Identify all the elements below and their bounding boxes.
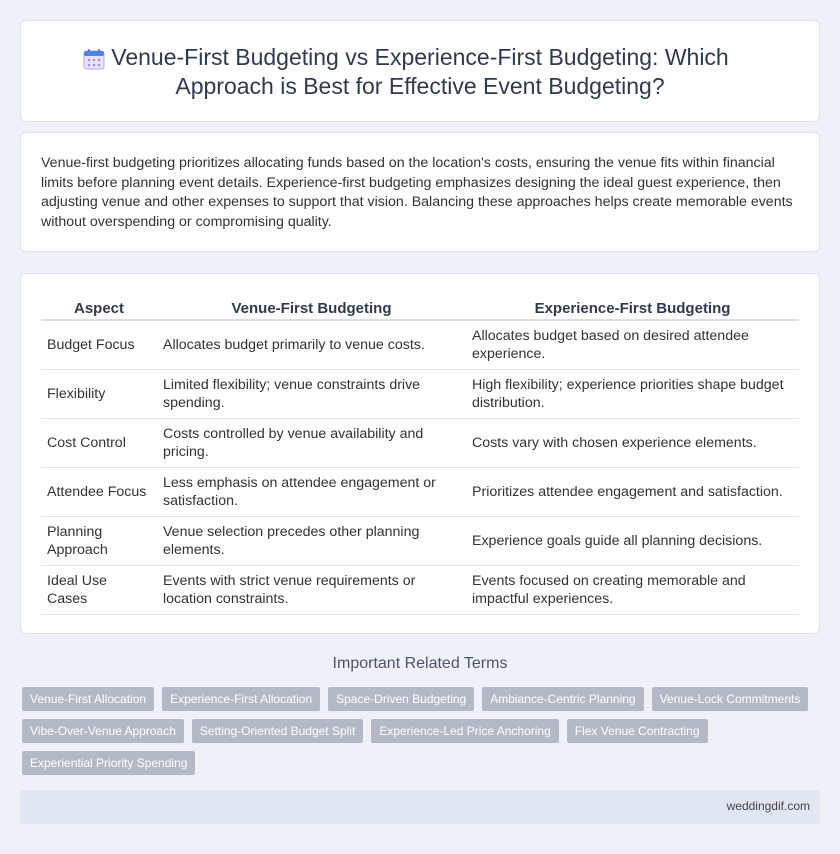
title-card — [20, 20, 820, 122]
header-venue-first: Venue-First Budgeting — [157, 296, 466, 320]
page-title: Venue-First Budgeting vs Experience-First Budgeting: Which Approach is Best for Effective Event Budgeting? — [111, 44, 729, 99]
table-row — [41, 467, 799, 516]
row-aspect: Planning Approach — [41, 516, 157, 565]
related-term-tag[interactable]: Experience-First Allocation — [162, 687, 320, 711]
related-terms-heading: Important Related Terms — [332, 655, 508, 672]
table-header-row — [41, 296, 799, 320]
table-row — [41, 320, 799, 369]
related-term-tag[interactable]: Experiential Priority Spending — [22, 751, 195, 775]
row-venue-first: Allocates budget primarily to venue costs. — [157, 320, 466, 369]
footer — [20, 790, 820, 824]
comparison-table — [41, 296, 799, 615]
table-row — [41, 516, 799, 565]
comparison-table-card — [20, 273, 820, 634]
related-term-tag[interactable]: Venue-Lock Commitments — [652, 687, 809, 711]
intro-card — [20, 132, 820, 252]
related-term-tag[interactable]: Ambiance-Centric Planning — [482, 687, 643, 711]
related-term-tag[interactable]: Venue-First Allocation — [22, 687, 154, 711]
row-venue-first: Events with strict venue requirements or location constraints. — [157, 565, 466, 614]
row-venue-first: Costs controlled by venue availability and pricing. — [157, 418, 466, 467]
row-venue-first: Limited flexibility; venue constraints drive spending. — [157, 369, 466, 418]
header-aspect: Aspect — [41, 296, 157, 320]
row-aspect: Ideal Use Cases — [41, 565, 157, 614]
row-aspect: Budget Focus — [41, 320, 157, 369]
table-row — [41, 418, 799, 467]
related-term-tag[interactable]: Setting-Oriented Budget Split — [192, 719, 363, 743]
row-venue-first: Venue selection precedes other planning elements. — [157, 516, 466, 565]
row-experience-first: Events focused on creating memorable and impactful experiences. — [466, 565, 799, 614]
row-experience-first: Experience goals guide all planning decisions. — [466, 516, 799, 565]
row-venue-first: Less emphasis on attendee engagement or satisfaction. — [157, 467, 466, 516]
row-experience-first: Costs vary with chosen experience elements. — [466, 418, 799, 467]
related-term-tag[interactable]: Flex Venue Contracting — [567, 719, 708, 743]
related-term-tag[interactable]: Experience-Led Price Anchoring — [371, 719, 558, 743]
related-term-tag[interactable]: Vibe-Over-Venue Approach — [22, 719, 184, 743]
row-experience-first: Prioritizes attendee engagement and satisfaction. — [466, 467, 799, 516]
table-row — [41, 369, 799, 418]
row-aspect: Flexibility — [41, 369, 157, 418]
related-terms-list — [22, 687, 822, 775]
intro-paragraph: Venue-first budgeting prioritizes allocating funds based on the location's costs, ensuring the venue fits within financial limits before planning event details. Experience-first budgeting emphasizes designing the ideal guest experience, then adjusting venue and other expenses to support that vision. Balancing these approaches helps create memorable events without overspending or compromising quality. — [41, 155, 793, 230]
row-aspect: Attendee Focus — [41, 467, 157, 516]
header-experience-first: Experience-First Budgeting — [466, 296, 799, 320]
row-experience-first: High flexibility; experience priorities shape budget distribution. — [466, 369, 799, 418]
related-term-tag[interactable]: Space-Driven Budgeting — [328, 687, 474, 711]
row-aspect: Cost Control — [41, 418, 157, 467]
row-experience-first: Allocates budget based on desired attendee experience. — [466, 320, 799, 369]
footer-site-link[interactable]: weddingdif.com — [726, 799, 810, 813]
table-row — [41, 565, 799, 614]
